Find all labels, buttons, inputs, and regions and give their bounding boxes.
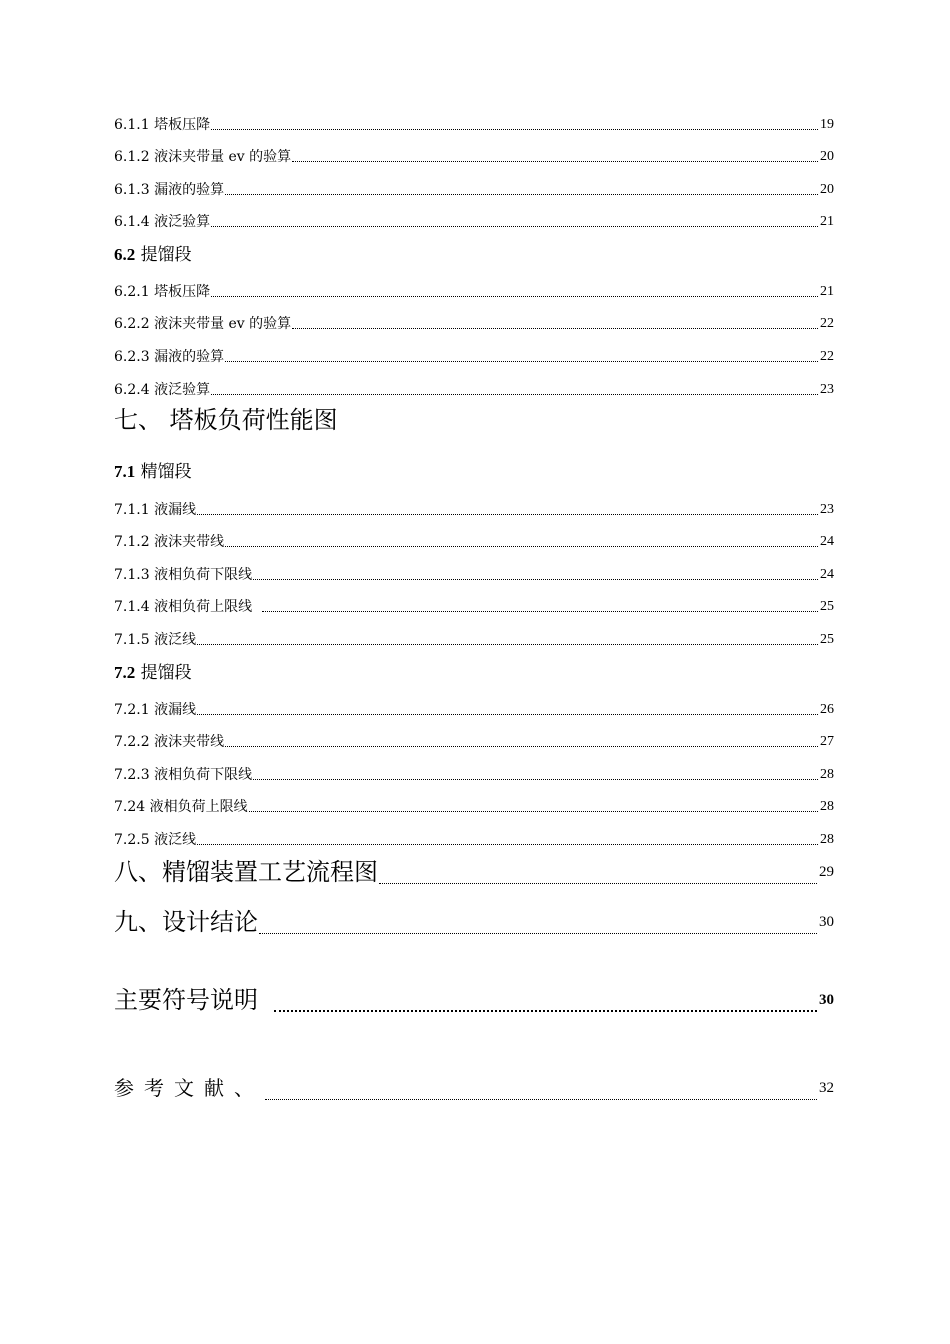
toc-page-number: 21 bbox=[820, 284, 834, 299]
toc-entry[interactable] bbox=[114, 566, 834, 584]
dot-leader bbox=[197, 513, 818, 515]
dot-leader bbox=[211, 393, 818, 395]
toc-entry[interactable] bbox=[114, 733, 834, 751]
dot-leader bbox=[259, 932, 817, 934]
toc-page-number: 22 bbox=[820, 349, 834, 364]
toc-entry[interactable] bbox=[114, 116, 834, 134]
dot-leader bbox=[197, 843, 818, 845]
dot-leader bbox=[225, 545, 818, 547]
toc-page-number: 19 bbox=[820, 117, 834, 132]
toc-entry-label: 6.2.1 塔板压降 bbox=[114, 284, 211, 300]
toc-entry-label: 7.1.4 液相负荷上限线 bbox=[114, 599, 261, 615]
toc-entry[interactable] bbox=[114, 766, 834, 784]
toc-chapter-entry[interactable] bbox=[114, 908, 834, 936]
toc-page-number: 20 bbox=[820, 182, 834, 197]
section-title: 精馏段 bbox=[140, 462, 192, 482]
toc-entry-label: 7.1.1 液漏线 bbox=[114, 502, 197, 518]
toc-section-heading[interactable] bbox=[114, 461, 192, 483]
dot-leader bbox=[265, 1098, 817, 1100]
dot-leader bbox=[253, 578, 818, 580]
dot-leader bbox=[274, 1009, 817, 1012]
toc-chapter-label: 八、精馏装置工艺流程图 bbox=[114, 858, 378, 886]
toc-page-number: 30 bbox=[819, 914, 834, 930]
toc-page-number: 23 bbox=[820, 382, 834, 397]
toc-page-number: 20 bbox=[820, 149, 834, 164]
toc-entry-label: 7.2.5 液泛线 bbox=[114, 832, 197, 848]
toc-entry[interactable] bbox=[114, 798, 834, 816]
dot-leader bbox=[211, 128, 818, 130]
section-number: 6.2 bbox=[114, 245, 136, 264]
toc-entry-label: 6.1.2 液沫夹带量 ev 的验算 bbox=[114, 149, 292, 165]
toc-entry-label: 6.2.2 液沫夹带量 ev 的验算 bbox=[114, 316, 292, 332]
dot-leader bbox=[292, 160, 818, 162]
toc-symbols-entry[interactable] bbox=[114, 986, 834, 1014]
dot-leader bbox=[211, 295, 818, 297]
toc-chapter-heading[interactable]: 七、 塔板负荷性能图 bbox=[114, 406, 338, 434]
dot-leader bbox=[225, 745, 818, 747]
toc-chapter-entry[interactable] bbox=[114, 858, 834, 886]
toc-page-number: 28 bbox=[820, 767, 834, 782]
toc-page-number: 24 bbox=[820, 567, 834, 582]
dot-leader bbox=[225, 360, 818, 362]
toc-page-number: 28 bbox=[820, 799, 834, 814]
dot-leader bbox=[249, 810, 818, 812]
toc-entry-label: 6.1.1 塔板压降 bbox=[114, 117, 211, 133]
toc-chapter-label: 九、设计结论 bbox=[114, 908, 258, 936]
toc-entry[interactable] bbox=[114, 283, 834, 301]
toc-entry-label: 6.2.3 漏液的验算 bbox=[114, 349, 225, 365]
toc-page-number: 23 bbox=[820, 502, 834, 517]
toc-entry[interactable] bbox=[114, 631, 834, 649]
toc-page-number: 26 bbox=[820, 702, 834, 717]
toc-page-number: 25 bbox=[820, 599, 834, 614]
toc-section-heading[interactable] bbox=[114, 662, 192, 684]
toc-entry-label: 6.1.3 漏液的验算 bbox=[114, 182, 225, 198]
toc-entry[interactable] bbox=[114, 501, 834, 519]
toc-page-number: 22 bbox=[820, 316, 834, 331]
toc-page-number: 27 bbox=[820, 734, 834, 749]
toc-chapter-label: 主要符号说明 bbox=[114, 986, 258, 1014]
toc-entry[interactable] bbox=[114, 533, 834, 551]
toc-entry-label: 7.24 液相负荷上限线 bbox=[114, 799, 248, 815]
toc-entry-label: 7.1.2 液沫夹带线 bbox=[114, 534, 225, 550]
dot-leader bbox=[292, 327, 818, 329]
toc-entry[interactable] bbox=[114, 701, 834, 719]
toc-section-heading[interactable] bbox=[114, 244, 192, 266]
toc-page-number: 28 bbox=[820, 832, 834, 847]
toc-entry[interactable] bbox=[114, 181, 834, 199]
dot-leader bbox=[211, 225, 818, 227]
toc-entry[interactable] bbox=[114, 348, 834, 366]
toc-page-number: 30 bbox=[819, 992, 834, 1008]
toc-entry[interactable] bbox=[114, 381, 834, 399]
dot-leader bbox=[225, 193, 818, 195]
toc-entry[interactable] bbox=[114, 213, 834, 231]
toc-page-number: 21 bbox=[820, 214, 834, 229]
toc-entry-label: 7.2.3 液相负荷下限线 bbox=[114, 767, 253, 783]
toc-entry[interactable] bbox=[114, 148, 834, 166]
toc-entry[interactable] bbox=[114, 598, 834, 616]
section-title: 提馏段 bbox=[140, 245, 192, 265]
toc-entry-label: 6.2.4 液泛验算 bbox=[114, 382, 211, 398]
toc-entry[interactable] bbox=[114, 831, 834, 849]
toc-page-number: 32 bbox=[819, 1080, 834, 1096]
toc-entry-label: 6.1.4 液泛验算 bbox=[114, 214, 211, 230]
toc-entry-label: 7.1.3 液相负荷下限线 bbox=[114, 567, 253, 583]
toc-entry-label: 7.2.1 液漏线 bbox=[114, 702, 197, 718]
toc-entry-label: 7.1.5 液泛线 bbox=[114, 632, 197, 648]
dot-leader bbox=[197, 713, 818, 715]
toc-page-number: 25 bbox=[820, 632, 834, 647]
toc-chapter-label: 参考文献、 bbox=[114, 1076, 264, 1100]
toc-page-number: 24 bbox=[820, 534, 834, 549]
dot-leader bbox=[262, 610, 818, 612]
toc-page-number: 29 bbox=[819, 864, 834, 880]
toc-entry[interactable] bbox=[114, 315, 834, 333]
dot-leader bbox=[379, 882, 817, 884]
section-number: 7.2 bbox=[114, 663, 136, 682]
toc-entry-label: 7.2.2 液沫夹带线 bbox=[114, 734, 225, 750]
section-number: 7.1 bbox=[114, 462, 136, 481]
toc-references-entry[interactable] bbox=[114, 1074, 834, 1102]
dot-leader bbox=[197, 643, 818, 645]
dot-leader bbox=[253, 778, 818, 780]
section-title: 提馏段 bbox=[140, 663, 192, 683]
